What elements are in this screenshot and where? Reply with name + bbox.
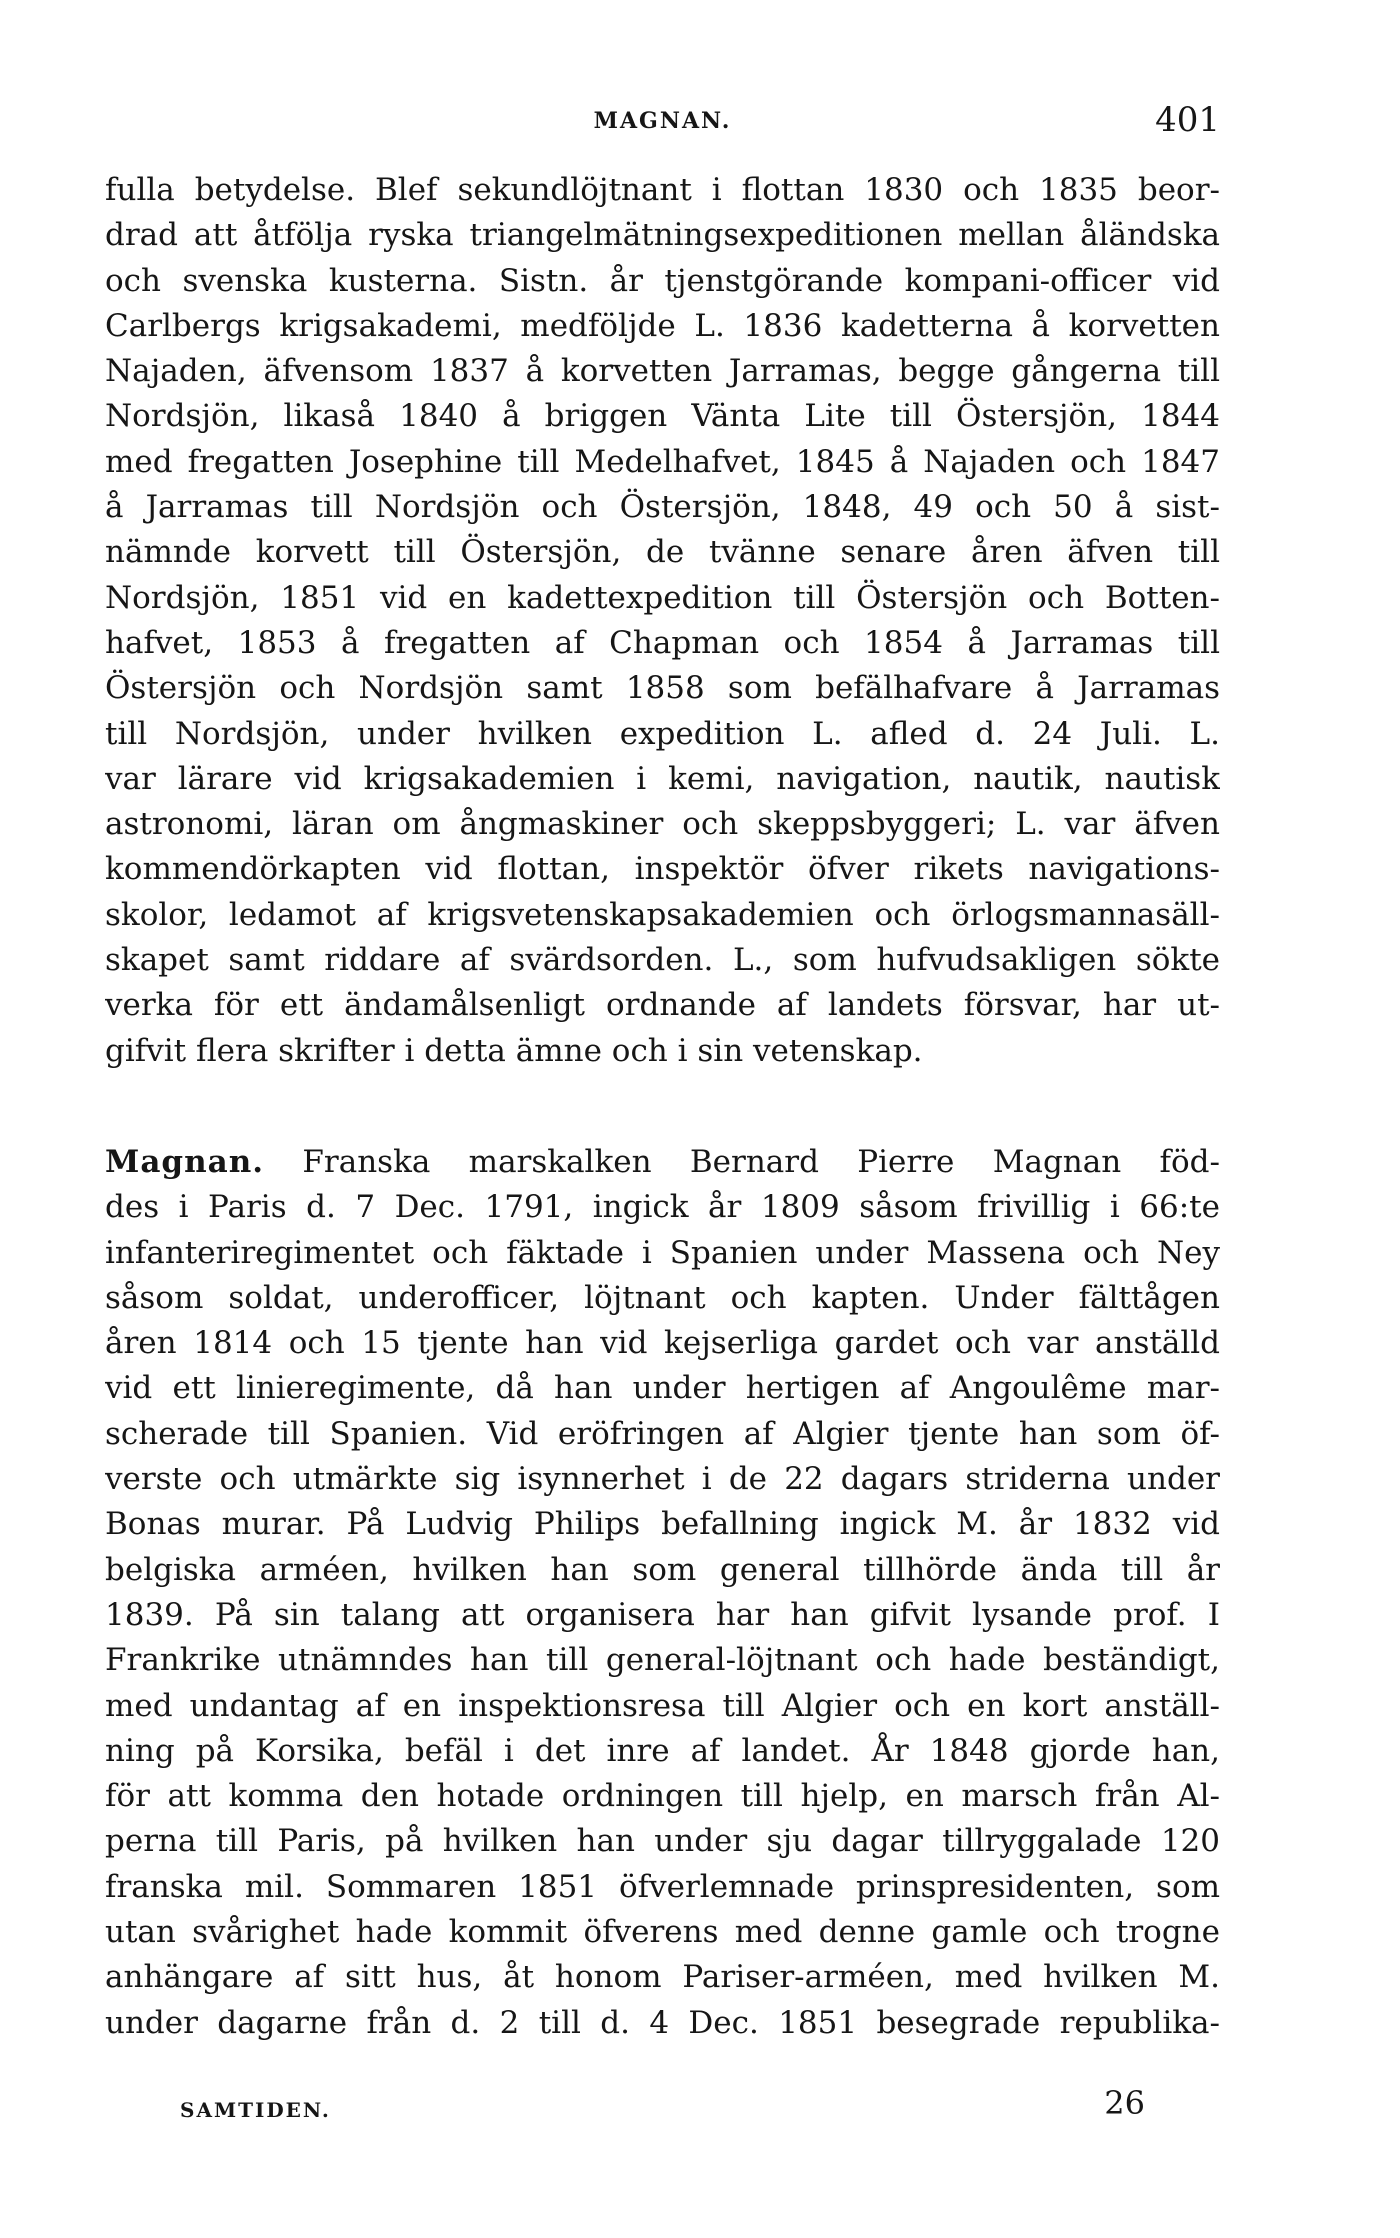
text-line: des i Paris d. 7 Dec. 1791, ingick år 1809 såsom frivillig i 66:te [105, 1189, 1220, 1226]
text-line: skolor, ledamot af krigsvetenskapsakademien och örlogsmannasäll- [105, 896, 1220, 933]
text-line: åren 1814 och 15 tjente han vid kejserliga gardet och var anställd [105, 1325, 1220, 1362]
text-line: Nordsjön, 1851 vid en kadettexpedition till Östersjön och Botten- [105, 579, 1220, 616]
text-line: Bonas murar. På Ludvig Philips befallning ingick M. år 1832 vid [105, 1506, 1220, 1543]
text-line: kommendörkapten vid flottan, inspektör öfver rikets navigations- [105, 851, 1220, 888]
text-line: Nordsjön, likaså 1840 å briggen Vänta Lite till Östersjön, 1844 [105, 398, 1220, 435]
text-line: såsom soldat, underofficer, löjtnant och kapten. Under fälttågen [105, 1279, 1220, 1316]
text-line: gifvit flera skrifter i detta ämne och i sin vetenskap. [105, 1032, 923, 1069]
body-text [105, 168, 1220, 2046]
text-line: verka för ett ändamålsenligt ordnande af landets försvar, har ut- [105, 987, 1220, 1024]
text-line: för att komma den hotade ordningen till hjelp, en marsch från Al- [105, 1778, 1220, 1815]
text-line: fulla betydelse. Blef sekundlöjtnant i flottan 1830 och 1835 beor- [105, 172, 1220, 208]
signature-mark: SAMTIDEN. [180, 2098, 331, 2122]
text-line: nämnde korvett till Östersjön, de tvänne senare åren äfven till [105, 534, 1220, 571]
text-line: vid ett linieregimente, då han under hertigen af Angoulême mar- [105, 1370, 1220, 1407]
running-head: MAGNAN. [593, 108, 732, 134]
text-line: drad att åtfölja ryska triangelmätningsexpeditionen mellan åländska [105, 217, 1220, 254]
text-line-content: Franska marskalken Bernard Pierre Magnan föd- [302, 1143, 1220, 1180]
page-footer [180, 2084, 1145, 2134]
text-line: Frankrike utnämndes han till general-löjtnant och hade beständigt, [105, 1642, 1220, 1679]
entry-lemma: Magnan. [105, 1143, 265, 1180]
text-line: Najaden, äfvensom 1837 å korvetten Jarramas, begge gångerna till [105, 353, 1220, 390]
text-line: under dagarne från d. 2 till d. 4 Dec. 1851 besegrade republika- [105, 2004, 1220, 2041]
signature-number: 26 [1104, 2084, 1145, 2122]
paragraph-continuation [105, 168, 1220, 1074]
text-line: med fregatten Josephine till Medelhafvet, 1845 å Najaden och 1847 [105, 443, 1220, 480]
text-line: hafvet, 1853 å fregatten af Chapman och 1854 å Jarramas till [105, 624, 1220, 661]
text-line: var lärare vid krigsakademien i kemi, navigation, nautik, nautisk [105, 760, 1220, 797]
text-line: perna till Paris, på hvilken han under sju dagar tillryggalade 120 [105, 1823, 1220, 1860]
text-line: utan svårighet hade kommit öfverens med denne gamle och trogne [105, 1913, 1220, 1950]
text-line: astronomi, läran om ångmaskiner och skeppsbyggeri; L. var äfven [105, 806, 1220, 843]
text-line: Carlbergs krigsakademi, medföljde L. 1836 kadetterna å korvetten [105, 307, 1220, 344]
text-line: franska mil. Sommaren 1851 öfverlemnade prinspresidenten, som [105, 1868, 1220, 1905]
entry-magnan [105, 1140, 1220, 2046]
text-line: med undantag af en inspektionsresa till Algier och en kort anställ- [105, 1687, 1220, 1724]
text-line: scherade till Spanien. Vid eröfringen af Algier tjente han som öf- [105, 1415, 1220, 1452]
text-line: å Jarramas till Nordsjön och Östersjön, 1848, 49 och 50 å sist- [105, 489, 1220, 526]
text-line: ning på Korsika, befäl i det inre af landet. År 1848 gjorde han, [105, 1732, 1220, 1769]
text-line: Östersjön och Nordsjön samt 1858 som befälhafvare å Jarramas [105, 670, 1220, 707]
text-line: belgiska arméen, hvilken han som general tillhörde ända till år [105, 1551, 1220, 1588]
section-gap [105, 1074, 1220, 1140]
text-line: skapet samt riddare af svärdsorden. L., som hufvudsakligen sökte [105, 942, 1220, 979]
text-line: infanteriregimentet och fäktade i Spanien under Massena och Ney [105, 1234, 1220, 1271]
text-line: anhängare af sitt hus, åt honom Pariser-arméen, med hvilken M. [105, 1959, 1220, 1996]
text-line: och svenska kusterna. Sistn. år tjenstgörande kompani-officer vid [105, 262, 1220, 299]
page-number: 401 [1155, 100, 1220, 140]
text-line: 1839. På sin talang att organisera har han gifvit lysande prof. I [105, 1596, 1220, 1633]
text-line: till Nordsjön, under hvilken expedition L. afled d. 24 Juli. L. [105, 715, 1220, 752]
page-header [105, 100, 1220, 150]
text-line: verste och utmärkte sig isynnerhet i de 22 dagars striderna under [105, 1461, 1220, 1498]
text-line [105, 1140, 1220, 1185]
